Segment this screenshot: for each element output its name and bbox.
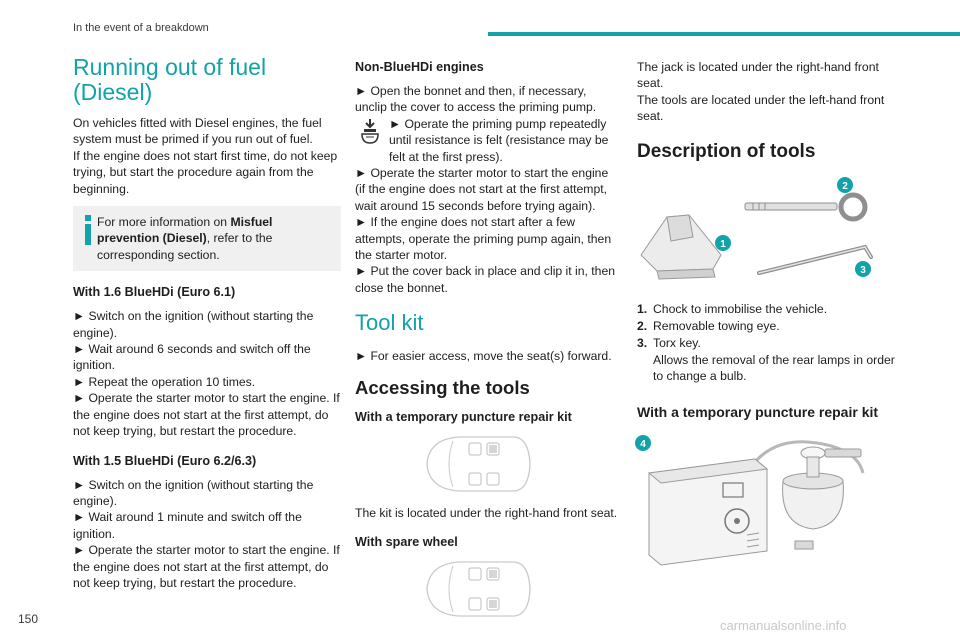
step-15-3: ► Operate the starter motor to start the engine. If the engine does not start at the first attempt, do not keep trying, but restart the procedure. [73, 543, 340, 590]
car-seat-diagram-spare-wheel [423, 558, 533, 620]
non-step-5: ► Put the cover back in place and clip it in, then close the bonnet. [355, 264, 616, 295]
legend-item-3: 3. Torx key. Allows the removal of the rear lamps in order to change a bulb. [637, 336, 895, 384]
description-of-tools-title: Description of tools [637, 140, 816, 162]
page-number: 150 [18, 612, 39, 626]
column-middle [355, 55, 621, 630]
svg-text:3: 3 [860, 264, 866, 276]
header-accent-bar [488, 32, 960, 36]
towing-eye-icon [745, 195, 865, 219]
accessing-tools-title: Accessing the tools [355, 376, 530, 398]
heading-kit-right: With a temporary puncture repair kit [637, 403, 879, 420]
step-15-1: ► Switch on the ignition (without starting the engine). [73, 477, 314, 508]
non-step-2: ► Operate the priming pump repeatedly until resistance is felt (resistance may be felt at the first press). [389, 116, 609, 164]
heading-15-bluehdi: With 1.5 BlueHDi (Euro 6.2/6.3) [73, 453, 257, 468]
info-icon [81, 215, 95, 245]
callout-3 [855, 261, 871, 277]
step-16-2: ► Wait around 6 seconds and switch off the ignition. [73, 342, 311, 373]
heading-spare-wheel: With spare wheel [355, 535, 458, 550]
svg-text:4: 4 [640, 438, 646, 450]
legend-item-1: 1. Chock to immobilise the vehicle. [637, 301, 828, 316]
column-right [637, 55, 895, 573]
heading-repair-kit: With a temporary puncture repair kit [355, 409, 572, 424]
pump-step [355, 116, 621, 165]
callout-2 [837, 177, 853, 193]
heading-16-bluehdi: With 1.6 BlueHDi (Euro 6.1) [73, 285, 236, 300]
title-line-1: Running out of fuel [73, 54, 267, 80]
callout-4 [635, 435, 651, 451]
heading-non-bluehdi: Non-BlueHDi engines [355, 60, 484, 74]
jack-location: The jack is located under the right-hand front seat. [637, 60, 879, 91]
intro-paragraph-1: On vehicles fitted with Diesel engines, the fuel system must be primed if you run out of fuel. [73, 116, 322, 147]
compressor-icon [649, 459, 767, 565]
priming-pump-icon [359, 118, 381, 144]
intro-paragraph-2: If the engine does not start first time, do not keep trying, but start the procedure again from the beginning. [73, 148, 338, 196]
non-step-4: ► If the engine does not start after a few attempts, operate the priming pump again, then the starter motor. [355, 215, 612, 263]
sealant-bottle-icon [783, 447, 861, 549]
torx-key-icon [759, 247, 871, 273]
tools-location: The tools are located under the left-hand front seat. [637, 92, 885, 124]
info-link-misfuel: Misfuel prevention (Diesel) [97, 215, 273, 246]
step-16-3: ► Repeat the operation 10 times. [73, 374, 256, 389]
non-step-1: ► Open the bonnet and then, if necessary, unclip the cover to access the priming pump. [355, 84, 597, 115]
info-box [73, 206, 341, 271]
tools-legend [637, 301, 895, 385]
legend-item-2: 2. Removable towing eye. [637, 319, 780, 334]
step-15-2: ► Wait around 1 minute and switch off the ignition. [73, 510, 302, 541]
puncture-repair-kit-illustration [627, 433, 887, 573]
non-step-3: ► Operate the starter motor to start the engine (if the engine does not start at the first attempt, wait around 15 seconds before trying again). [355, 166, 609, 213]
watermark: carmanualsonline.info [720, 618, 847, 633]
callout-1 [715, 235, 731, 251]
step-16-4: ► Operate the starter motor to start the engine. If the engine does not start at the first attempt, do not keep trying, but restart the procedure. [73, 391, 340, 439]
info-text: For more information on Misfuel prevention (Diesel), refer to the corresponding section. [97, 215, 273, 262]
step-16-1: ► Switch on the ignition (without starting the engine). [73, 309, 314, 340]
svg-text:2: 2 [842, 180, 848, 192]
torx-note: Allows the removal of the rear lamps in order to change a bulb. [653, 352, 895, 384]
repair-kit-location: The kit is located under the right-hand front seat. [355, 505, 618, 520]
tool-kit-title: Tool kit [355, 310, 424, 336]
tools-illustration [627, 177, 887, 295]
title-line-2: (Diesel) [73, 79, 153, 105]
page-title [73, 55, 341, 105]
tool-kit-step: ► For easier access, move the seat(s) forward. [355, 349, 612, 364]
column-left [73, 55, 341, 591]
running-header: In the event of a breakdown [73, 22, 209, 34]
svg-text:1: 1 [720, 238, 726, 250]
chock-icon [641, 215, 721, 279]
car-seat-diagram-repair-kit [423, 433, 533, 495]
